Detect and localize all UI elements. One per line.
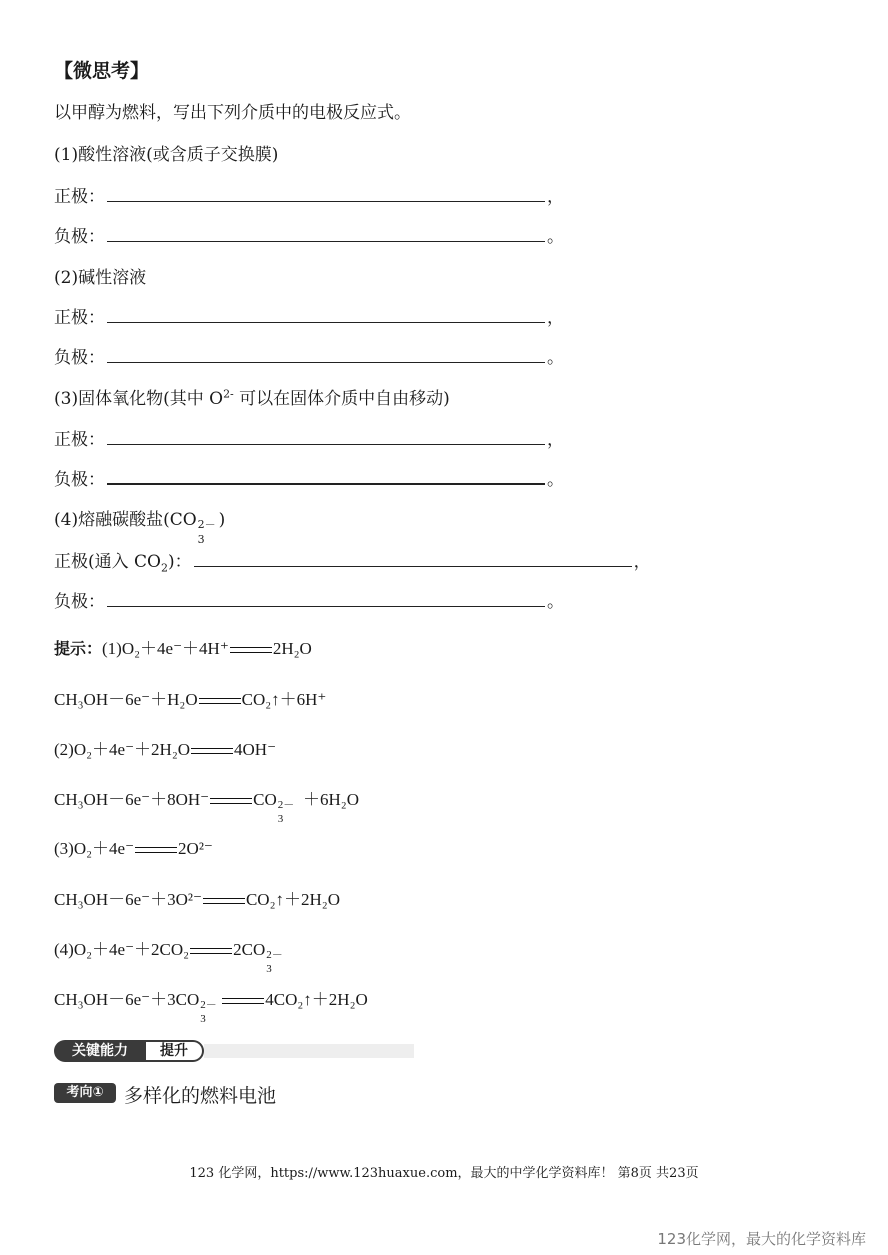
punctuation: ，	[547, 308, 564, 328]
positive-label: 正极：	[54, 308, 105, 328]
negative-label: 负极：	[54, 470, 105, 490]
answer-3-positive	[54, 834, 213, 859]
hint-label: 提示：	[54, 639, 103, 658]
equation-right: CO₂↑＋2H₂O	[245, 890, 340, 909]
negative-label: 负极：	[54, 227, 105, 247]
equation-left: CH₃OH－6e⁻＋8OH⁻	[54, 790, 210, 809]
equals-sign	[199, 698, 241, 704]
punctuation: 。	[547, 592, 564, 612]
equals-sign	[190, 948, 232, 954]
positive-label: 正极：	[54, 187, 105, 207]
positive-label: 正极：	[54, 430, 105, 450]
subscript: 2	[160, 561, 168, 575]
answer-blank[interactable]	[107, 321, 545, 323]
subscript: 3	[200, 1013, 206, 1025]
section-2-positive-row	[54, 303, 564, 328]
answer-blank[interactable]	[107, 482, 545, 485]
section-3-title	[54, 384, 450, 409]
answer-3-negative	[54, 885, 340, 910]
title-text: (3)固体氧化物(其中 O	[54, 389, 224, 409]
banner-right: 提升	[146, 1040, 204, 1062]
intro-text: 以甲醇为燃料，写出下列介质中的电极反应式。	[54, 103, 411, 123]
equation-right: O	[252, 940, 266, 959]
equation-right: O	[264, 790, 277, 809]
equation-right: ＋6H₂O	[298, 790, 360, 809]
equation-left: CH₃OH－6e⁻＋3C	[54, 990, 187, 1009]
section-4-positive-row	[54, 547, 651, 574]
answer-1-negative	[54, 685, 326, 710]
equals-sign	[135, 847, 177, 853]
equals-sign	[210, 798, 252, 804]
answer-blank[interactable]	[107, 200, 545, 202]
positive-label	[54, 552, 192, 575]
equals-sign	[203, 898, 245, 904]
punctuation: ，	[547, 430, 564, 450]
direction-tag: 考向①	[54, 1083, 116, 1103]
section-1-title: (1)酸性溶液(或含质子交换膜)	[54, 145, 279, 165]
section-heading: 【微思考】	[54, 60, 150, 82]
answer-blank[interactable]	[107, 240, 545, 242]
answer-blank[interactable]	[194, 565, 632, 567]
negative-label: 负极：	[54, 592, 105, 612]
section-2-negative-row	[54, 343, 564, 368]
key-ability-banner	[54, 1040, 414, 1062]
punctuation: ，	[633, 552, 651, 572]
title-text: (4)熔融碳酸盐(CO	[54, 510, 197, 530]
answer-2-negative	[54, 785, 360, 825]
punctuation: 。	[547, 470, 564, 490]
equation-left: (1)O₂＋4e⁻＋4H⁺	[102, 639, 229, 658]
subscript: 3	[197, 533, 205, 546]
section-4-negative-row	[54, 587, 564, 612]
page-footer: 123 化学网，https://www.123huaxue.com，最大的中学化学资料库！ 第8页 共23页	[189, 1166, 699, 1181]
equals-sign	[222, 998, 264, 1004]
subscript: 3	[266, 963, 272, 975]
superscript: 2－	[200, 999, 217, 1011]
equation-right: C	[253, 790, 265, 809]
superscript: 2-	[223, 387, 234, 401]
equation-right: 2C	[233, 940, 253, 959]
section-3-positive-row	[54, 425, 564, 450]
title-text: 可以在固体介质中自由移动)	[233, 389, 450, 409]
answer-blank[interactable]	[107, 605, 545, 607]
punctuation: 。	[547, 227, 564, 247]
equation-right: 2H₂O	[272, 639, 312, 658]
equation-right: 4CO₂↑＋2H₂O	[265, 990, 368, 1009]
banner-bar	[204, 1044, 414, 1058]
superscript: 2－	[197, 518, 216, 531]
label-text: )：	[167, 552, 192, 572]
equation-left: (4)O₂＋4e⁻＋2CO₂	[54, 940, 190, 959]
watermark: 123化学网，最大的化学资料库	[657, 1230, 866, 1248]
direction-title: 多样化的燃料电池	[124, 1085, 277, 1107]
negative-label: 负极：	[54, 348, 105, 368]
section-2-title: (2)碱性溶液	[54, 268, 147, 288]
answer-4-negative	[54, 985, 368, 1025]
section-1-negative-row	[54, 222, 564, 247]
answer-blank[interactable]	[107, 361, 545, 363]
label-text: 正极(通入 CO	[54, 552, 161, 572]
equation-right: 2O²⁻	[178, 839, 213, 858]
section-3-negative-row	[54, 465, 564, 490]
equation-right: 4OH⁻	[234, 740, 277, 759]
equation-left: CH₃OH－6e⁻＋H₂O	[54, 690, 198, 709]
superscript: 2－	[266, 949, 283, 961]
equation-left: (2)O₂＋4e⁻＋2H₂O	[54, 740, 191, 759]
title-text: )	[218, 510, 226, 530]
equation-left: (3)O₂＋4e⁻	[54, 839, 135, 858]
answer-blank[interactable]	[107, 443, 545, 445]
superscript: 2－	[277, 799, 295, 811]
answer-4-positive	[54, 935, 287, 975]
equals-sign	[230, 647, 272, 653]
equation-left: CH₃OH－6e⁻＋3O²⁻	[54, 890, 202, 909]
equation-right: CO₂↑＋6H⁺	[241, 690, 327, 709]
punctuation: ，	[547, 187, 564, 207]
section-1-positive-row	[54, 182, 564, 207]
banner-left: 关键能力	[54, 1040, 146, 1062]
answer-2-positive	[54, 735, 276, 760]
subscript: 3	[277, 813, 284, 825]
equals-sign	[191, 748, 233, 754]
punctuation: 。	[547, 348, 564, 368]
section-4-title	[54, 505, 226, 546]
equation-left: O	[186, 990, 200, 1009]
answer-1-positive	[54, 634, 312, 659]
